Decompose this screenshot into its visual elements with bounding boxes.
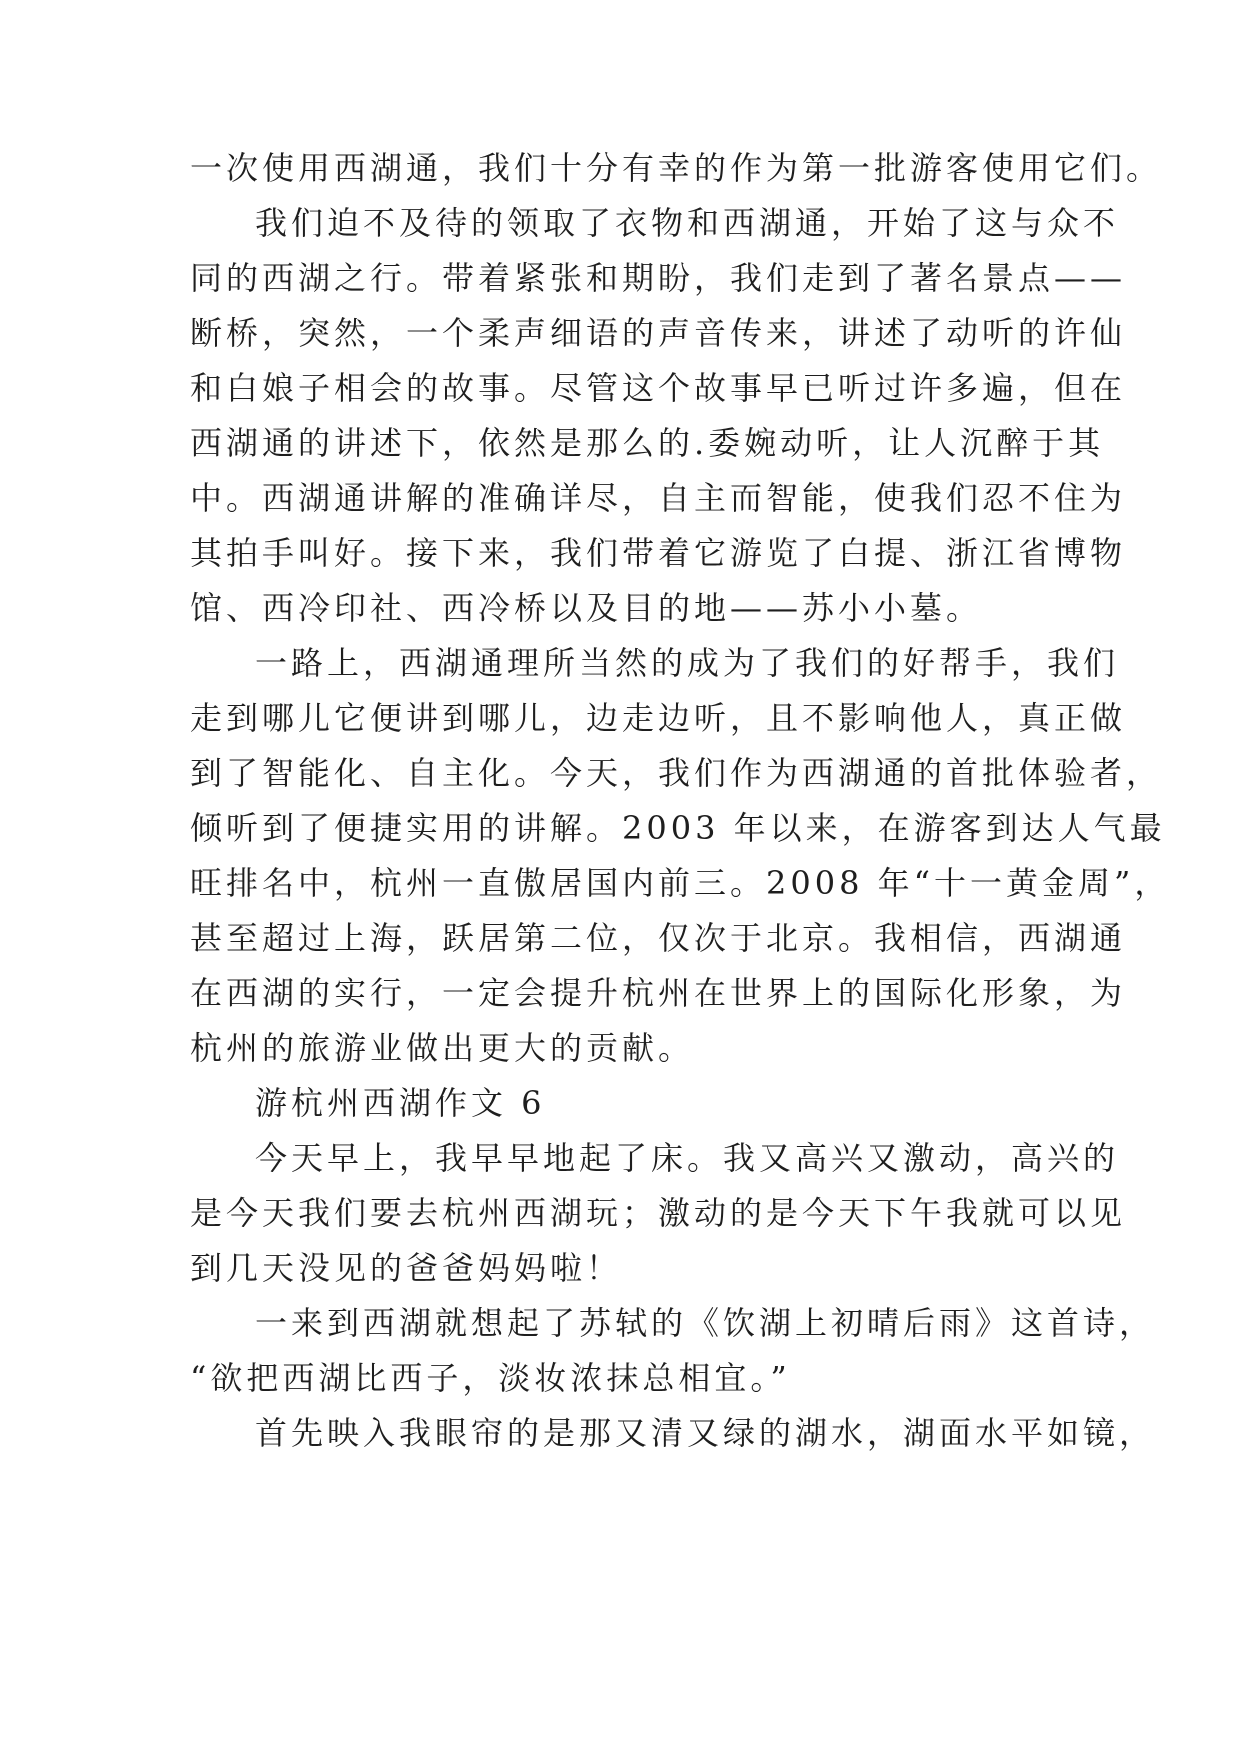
text-line: 走到哪儿它便讲到哪儿，边走边听，且不影响他人，真正做	[190, 699, 1127, 737]
text-line: 首先映入我眼帘的是那又清又绿的湖水，湖面水平如镜，	[255, 1414, 1156, 1452]
text-line: “欲把西湖比西子，淡妆浓抹总相宜。”	[190, 1359, 791, 1397]
section-heading: 游杭州西湖作文 6	[255, 1084, 546, 1122]
text-line: 其拍手叫好。接下来，我们带着它游览了白提、浙江省博物	[190, 534, 1127, 572]
text-line: 倾听到了便捷实用的讲解。2003 年以来，在游客到达人气最	[190, 809, 1166, 847]
text-line: 同的西湖之行。带着紧张和期盼，我们走到了著名景点——	[190, 259, 1127, 297]
text-line: 到了智能化、自主化。今天，我们作为西湖通的首批体验者，	[190, 754, 1163, 792]
text-line: 杭州的旅游业做出更大的贡献。	[190, 1029, 695, 1067]
text-line: 一次使用西湖通，我们十分有幸的作为第一批游客使用它们。	[190, 149, 1163, 187]
text-line: 中。西湖通讲解的准确详尽，自主而智能，使我们忍不住为	[190, 479, 1127, 517]
text-line: 我们迫不及待的领取了衣物和西湖通，开始了这与众不	[255, 204, 1120, 242]
text-line: 一路上，西湖通理所当然的成为了我们的好帮手，我们	[255, 644, 1120, 682]
text-line: 馆、西冷印社、西冷桥以及目的地——苏小小墓。	[190, 589, 983, 627]
text-line: 是今天我们要去杭州西湖玩；激动的是今天下午我就可以见	[190, 1194, 1127, 1232]
text-line: 西湖通的讲述下，依然是那么的.委婉动听，让人沉醉于其	[190, 424, 1105, 462]
text-line: 断桥，突然，一个柔声细语的声音传来，讲述了动听的许仙	[190, 314, 1127, 352]
text-line: 今天早上，我早早地起了床。我又高兴又激动，高兴的	[255, 1139, 1120, 1177]
text-line: 一来到西湖就想起了苏轼的《饮湖上初晴后雨》这首诗，	[255, 1304, 1156, 1342]
text-line: 和白娘子相会的故事。尽管这个故事早已听过许多遍，但在	[190, 369, 1127, 407]
text-line: 甚至超过上海，跃居第二位，仅次于北京。我相信，西湖通	[190, 919, 1127, 957]
text-line: 在西湖的实行，一定会提升杭州在世界上的国际化形象，为	[190, 974, 1127, 1012]
text-line: 到几天没见的爸爸妈妈啦！	[190, 1249, 623, 1287]
text-line: 旺排名中，杭州一直傲居国内前三。2008 年“十一黄金周”，	[190, 864, 1171, 902]
